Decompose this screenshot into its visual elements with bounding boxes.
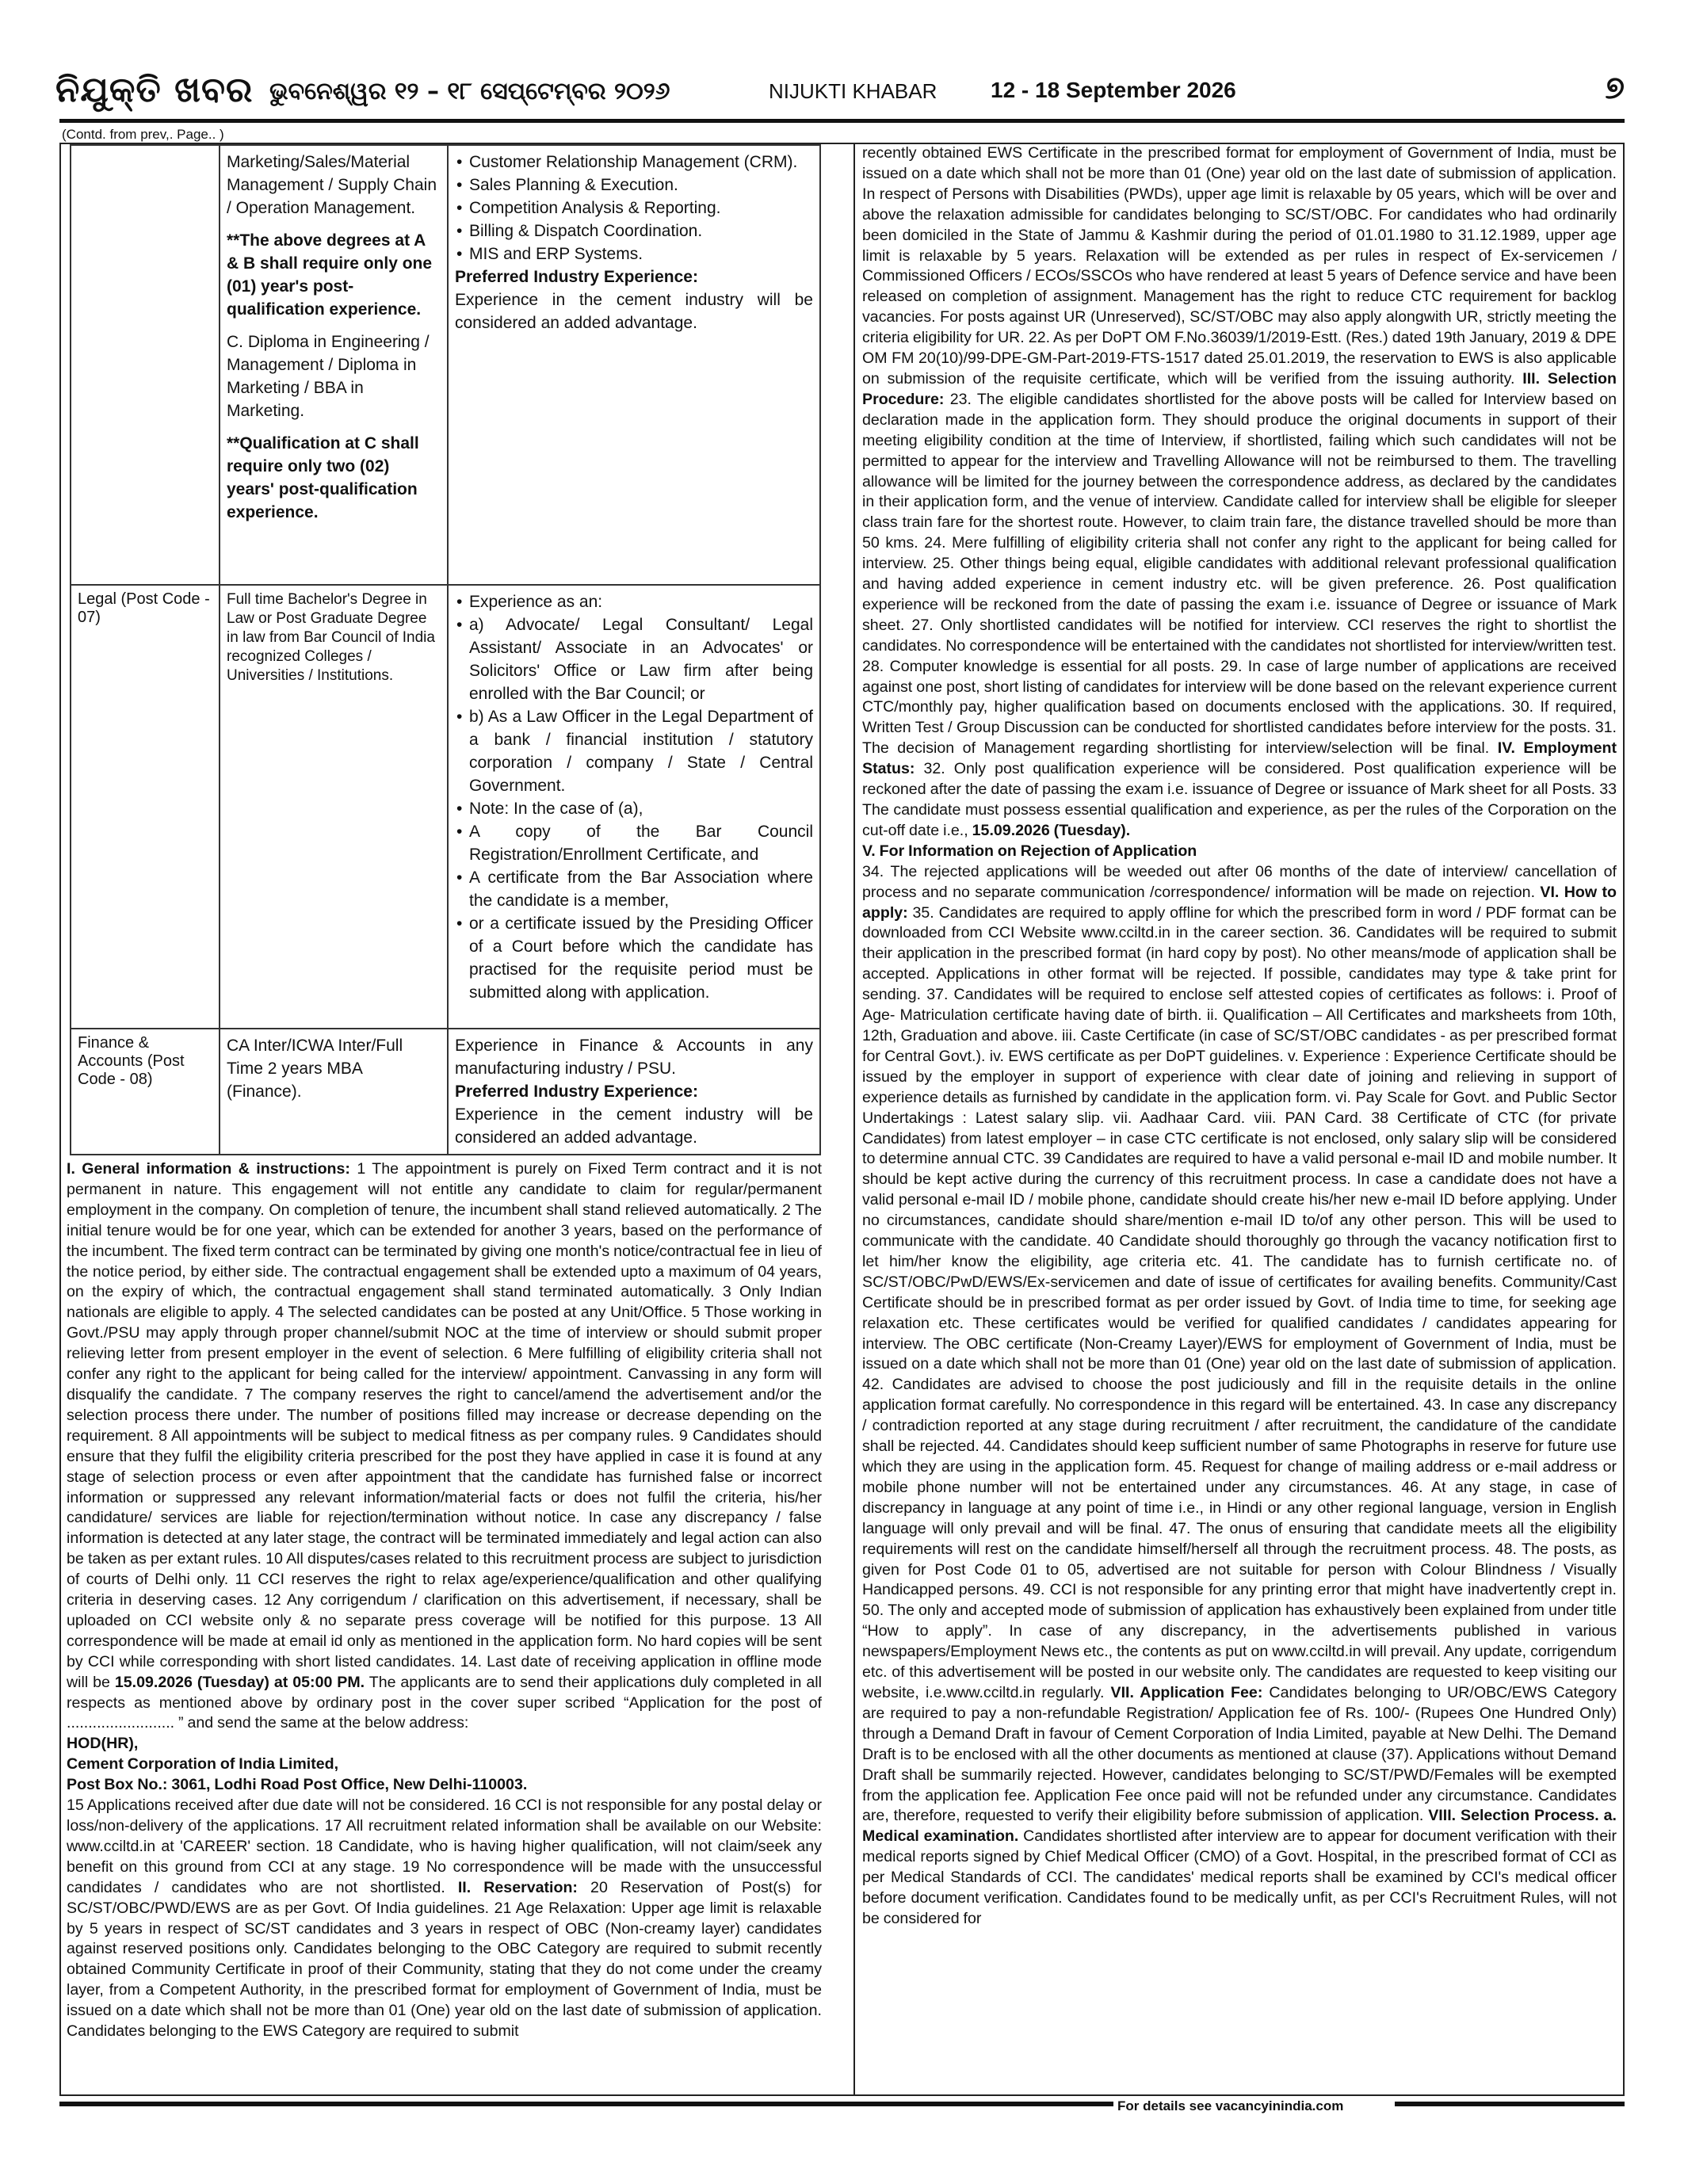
experience-cell xyxy=(448,145,820,585)
post-cell xyxy=(71,145,220,585)
table-row xyxy=(71,585,820,1029)
experience-cell xyxy=(448,1029,820,1155)
list-item: • or a certificate issued by the Presiding Officer of a Court before which the candidate has practised for the requisite period must be submitted along with application. xyxy=(455,912,813,1004)
qualification-cell xyxy=(220,145,448,585)
page-number: ୭ xyxy=(1605,70,1625,106)
eligibility-table xyxy=(70,144,821,1155)
list-item: • Customer Relationship Management (CRM). xyxy=(455,151,813,174)
masthead: ନିଯୁକ୍ତି ଖବର xyxy=(55,70,254,110)
list-item: • a) Advocate/ Legal Consultant/ Legal Assistant/ Associate in an Advocates' or Solicitors' Office or Law firm after being enrolled with the Bar Council; or xyxy=(455,613,813,705)
paragraph: Candidates shortlisted after interview are to appear for document verification with their medical reports signed by Chief Medical Officer (CMO) of a Govt. Hospital, in the prescribed format of CCI as per Medical Standards of CCI. The candidates' medical reports shall be examined by CCI's medical officer before document verification. Candidates found to be medically unfit, as per CCI's Recruitment Rules, will not be considered for xyxy=(862,1827,1617,1927)
table-row xyxy=(71,145,820,585)
qualification-text: Marketing/Sales/Material Management / Supply Chain / Operation Management. xyxy=(227,153,437,217)
list-item: • b) As a Law Officer in the Legal Department of a bank / financial institution / statutory corporation / company / State / Central Government. xyxy=(455,705,813,797)
paragraph: The applicants are to send their applications duly completed in all respects as mentioned above by ordinary post in the cover super scribed “Application for the post of ......................... ” and send the same at the below address: xyxy=(67,1673,822,1732)
odia-date: ଭୁବନେଶ୍ୱର ୧୨ – ୧୮ ସେପ୍ଟେମ୍ବର ୨୦୨୬ xyxy=(269,78,670,105)
list-item: • A copy of the Bar Council Registration/Enrollment Certificate, and xyxy=(455,820,813,866)
section-heading: V. For Information on Rejection of Application xyxy=(862,842,1197,860)
paper-name: NIJUKTI KHABAR xyxy=(769,79,937,103)
paragraph: 1 The appointment is purely on Fixed Term contract and it is not permanent in nature. This engagement will not entitle any candidate to claim for regular/permanent employment in the company. On completion of tenure, the incumbent shall stand relieved automatically. 2 The initial tenure would be for one year, which can be extended for another 3 years, based on the performance of the incumbent. The fixed term contract can be terminated by giving one month's notice/contractual fee in lieu of the notice period, by either side. The contractual engagement shall be extended upto a maximum of 04 years, on the expiry of which, the contractual engagement shall stand terminated automatically. 3 Only Indian nationals are eligible to apply. 4 The selected candidates can be posted at any Unit/Office. 5 Those working in Govt./PSU may apply through proper channel/submit NOC at the time of interview or should submit proper relieving letter from present employer in the event of selection. 6 Mere fulfilling of eligibility criteria shall not confer any right to the applicant for being called for the interview/ appointment. Canvassing in any form will disqualify the candidate. 7 The company reserves the right to cancel/amend the advertisement and/or the selection process there under. The number of positions filled may increase or decrease depending on the requirement. 8 All appointments will be subject to medical fitness as per company rules. 9 Candidates should ensure that they fulfil the eligibility criteria prescribed for the post they have applied in case it is found at any stage of selection process or even after appointment that the candidate has furnished false or incorrect information or suppressed any relevant information/material facts or does not fulfil the criteria, his/her candidature/ services are liable for rejection/termination without notice. In case any discrepancy / false information is detected at any later stage, the contract will be terminated immediately and legal action can also be taken as per extant rules. 10 All disputes/cases related to this recruitment process are subject to jurisdiction of courts of Delhi only. 11 CCI reserves the right to relax age/experience/qualification and other qualifying criteria in deserving cases. 12 Any corrigendum / clarification on this advertisement, if necessary, shall be uploaded on CCI website only & no separate press coverage will be notified for this purpose. 13 All correspondence will be made at email id only as mentioned in the application form. No hard copies will be sent by CCI while corresponding with short listed candidates. 14. Last date of receiving application in offline mode will be xyxy=(67,1160,822,1691)
address-line: HOD(HR), xyxy=(67,1735,139,1753)
header-rule xyxy=(59,119,1625,123)
right-text-column xyxy=(862,143,1617,2095)
address-line: Post Box No.: 3061, Lodhi Road Post Office, New Delhi-110003. xyxy=(67,1776,528,1794)
preferred-label: Preferred Industry Experience: xyxy=(455,268,698,286)
paragraph: 32. Only post qualification experience will be considered. Post qualification experience will be reckoned after the date of passing the exam i.e. issuance of Degree or issuance of Mark sheet for all Posts. 33 The candidate must possess essential qualification and experience, as per the rules of the Corporation on the cut-off date i.e., xyxy=(862,760,1617,839)
qualification-note: **The above degrees at A & B shall require only one (01) year's post-qualification experience. xyxy=(227,231,433,319)
list-item: • MIS and ERP Systems. xyxy=(455,242,813,265)
table-row xyxy=(71,1029,820,1155)
section-heading: I. General information & instructions: xyxy=(67,1160,350,1178)
list-item: • Experience as an: xyxy=(455,590,813,613)
paragraph: 34. The rejected applications will be weeded out after 06 months of the date of interview/ cancellation of process and no separate communication /correspondence/ information will be made on rejection. xyxy=(862,862,1617,901)
footer-note: For details see vacancyinindia.com xyxy=(1117,2098,1344,2113)
list-item: • Competition Analysis & Reporting. xyxy=(455,197,813,220)
experience-text: Experience in Finance & Accounts in any manufacturing industry / PSU. xyxy=(455,1037,813,1078)
section-heading: IV. Employment Status: xyxy=(862,739,1617,778)
continued-note: (Contd. from prev,. Page.. ) xyxy=(62,127,224,142)
qualification-text: C. Diploma in Engineering / Management / Diploma in Marketing / BBA in Marketing. xyxy=(227,333,430,420)
list-item: • A certificate from the Bar Association where the candidate is a member, xyxy=(455,866,813,912)
qualification-cell: CA Inter/ICWA Inter/Full Time 2 years MBA (Finance). xyxy=(220,1029,448,1155)
post-cell: Legal (Post Code - 07) xyxy=(71,585,220,1029)
post-cell: Finance & Accounts (Post Code - 08) xyxy=(71,1029,220,1155)
preferred-text: Experience in the cement industry will be considered an added advantage. xyxy=(455,291,813,332)
section-heading: VI. How to apply: xyxy=(862,883,1617,922)
paragraph: 20 Reservation of Post(s) for SC/ST/OBC/PWD/EWS are as per Govt. Of India guidelines. 21 Age Relaxation: Upper age limit is relaxable by 5 years in respect of SC/ST candidates and 3 years in respect of OBC (Non-creamy layer) candidates against reserved positions only. Candidates belonging to the OBC Category are required to submit recently obtained Community Certificate in proof of their Community, stating that they do not come under the creamy layer, from a Competent Authority, in the prescribed format for employment of Government of India, must be issued on a date which shall not be more than 01 (One) year old on the last date of submission of application. Candidates belonging to the EWS Category are required to submit xyxy=(67,1878,822,2041)
qualification-cell: Full time Bachelor's Degree in Law or Post Graduate Degree in law from Bar Council of India recognized Colleges / Universities / Institutions. xyxy=(220,585,448,1029)
left-text-column xyxy=(67,1159,822,2090)
experience-cell xyxy=(448,585,820,1029)
section-heading: VIII. Selection Process. a. Medical examination. xyxy=(862,1807,1617,1846)
deadline: 15.09.2026 (Tuesday) at 05:00 PM. xyxy=(114,1673,365,1691)
section-heading: II. Reservation: xyxy=(457,1878,578,1896)
section-heading: III. Selection Procedure: xyxy=(862,369,1617,408)
paragraph: Candidates belonging to UR/OBC/EWS Category are required to pay a non-refundable Registration/ Application fee of Rs. 100/- (Rupees One Hundred Only) through a Demand Draft in favour of Cement Corporation of India Limited, payable at New Delhi. The Demand Draft is to be enclosed with all the other documents as mentioned at clause (37). Applications without Demand Draft shall be summarily rejected. However, candidates belonging to SC/ST/PWD/Females will be exempted from the application fee. Application Fee once paid will not be refunded under any circumstance. Candidates are, therefore, requested to verify their eligibility before submission of application. xyxy=(862,1683,1617,1825)
paragraph: 15 Applications received after due date will not be considered. 16 CCI is not responsible for any postal delay or loss/non-delivery of the applications. 17 All recruitment related information shall be available on our Website: www.cciltd.in at 'CAREER' section. 18 Candidate, who is having higher qualification, will not claim/seek any benefit on this ground from CCI at any stage. 19 No correspondence will be made with the unsuccessful candidates / candidates who are not shortlisted. xyxy=(67,1796,822,1896)
paragraph: 35. Candidates are required to apply offline for which the prescribed form in word / PDF format can be downloaded from CCI Website www.cciltd.in in the career section. 36. Candidates will be required to submit their application in the prescribed format (in hard copy by post). No other means/mode of application shall be accepted. Applications in other format will be rejected. If possible, candidates may type & take print for sending. 37. Candidates will be required to enclose self attested copies of certificates as follows: i. Proof of Age- Matriculation certificate having date of birth. ii. Qualification – All Certificates and marksheets from 10th, 12th, Graduation and above. iii. Caste Certificate (in case of SC/ST/OBC candidates - as per prescribed format for Central Govt.). iv. EWS certificate as per DoPT guidelines. v. Experience : Experience Certificate should be issued by the employer in support of experience with clear date of joining and relieving in support of experience details as furnished by candidate in the application form. vi. Pay Scale for Govt. and Public Sector Undertakings : Latest salary slip. vii. Aadhaar Card. viii. PAN Card. 38 Certificate of CTC (for private Candidates) from latest employer – in case CTC certificate is not enclosed, only salary slip will be considered to determine annual CTC. 39 Candidates are required to have a valid personal e-mail ID and mobile number. It should be kept active during the currency of this recruitment process. In case a candidate does not have a valid personal e-mail ID / mobile phone, candidate should create his/her new e-mail ID before applying. Under no circumstances, candidate should share/mention e-mail ID to/of any other person. This will be used to communicate with the candidate. 40 Candidate should thoroughly go through the vacancy notification first to let him/her know the eligibility, age criteria etc. 41. The candidate has to furnish certificate no. of SC/ST/OBC/PwD/EWS/Ex-servicemen and date of issue of certificates for availing benefits. Community/Cast Certificate should be in prescribed format as per order issued by Govt. of India time to time, for seeking age relaxation etc. These certificates would be verified for qualified candidates / candidates appearing for interview. The OBC certificate (Non-Creamy Layer)/EWS for employment of Government of India, must be issued on a date which shall not be more than 01 (One) year old on the last date of submission of application. 42. Candidates are advised to choose the post judiciously and fill in the requisite details in the online application format carefully. No correspondence in this regard will be entertained. 43. In case any discrepancy / contradiction reported at any stage during recruitment / after recruitment, the candidature of the candidate shall be rejected. 44. Candidates should keep sufficient number of same Photographs in reserve for future use which they are using in the application form. 45. Request for change of mailing address or e-mail address or mobile phone number will not be entertained under any circumstances. 46. At any stage, in case of discrepancy in language at any point of time i.e., in Hindi or any other regional language, version in English language will only prevail and will be final. 47. The onus of ensuring that candidate meets all the eligibility requirements will rest on the candidate himself/herself all through the recruitment process. 48. The posts, as given for Post Code 01 to 05, advertised are not suitable for person with Colour Blindness / Visually Handicapped persons. 49. CCI is not responsible for any printing error that might have inadvertently crept in. 50. The only and accepted mode of submission of application has exhaustively been explained from under title “How to apply”. In case of any discrepancy, in the advertisements published in various newspapers/Employment News etc., the contents as put on www.cciltd.in will prevail. Any update, corrigendum etc. of this advertisement will be posted in our website only. The candidates are requested to keep visiting our website, i.e.www.cciltd.in regularly. xyxy=(862,903,1617,1701)
paragraph: recently obtained EWS Certificate in the prescribed format for employment of Government of India, must be issued on a date which shall not be more than 01 (One) year old on the last date of submission of application. In respect of Persons with Disabilities (PWDs), upper age limit is relaxable by 05 years, which will be over and above the relaxation admissible for candidates belonging to SC/ST/OBC. For candidates who had ordinarily been domiciled in the State of Jammu & Kashmir during the period of 01.01.1980 to 31.12.1989, upper age limit is relaxable by 5 years. Relaxation will be extended as per rules in respect of Ex-servicemen / Commissioned Officers / ECOs/SSCOs who have rendered at least 5 years of Defence service and have been released on completion of assignment. Management has the right to reduce CTC requirement for backlog vacancies. For posts against UR (Unreserved), SC/ST/OBC may also apply alongwith UR, strictly meeting the criteria eligibility for UR. 22. As per DoPT OM F.No.36039/1/2019-Estt. (Res.) dated 19th January, 2019 & DPE OM FM 20(10)/99-DPE-GM-Part-2019-FTS-1517 dated 25.01.2019, the reservation to EWS is also applicable on submission of the requisite certificate, which will be verified from the issuing authority. xyxy=(862,144,1617,388)
preferred-label: Preferred Industry Experience: xyxy=(455,1082,698,1101)
footer-rule xyxy=(1395,2102,1625,2106)
issue-date: 12 - 18 September 2026 xyxy=(991,78,1236,102)
footer-rule xyxy=(59,2102,1113,2106)
list-item: • Note: In the case of (a), xyxy=(455,797,813,820)
section-heading: VII. Application Fee: xyxy=(1110,1683,1263,1701)
preferred-text: Experience in the cement industry will be considered an added advantage. xyxy=(455,1105,813,1147)
page-header xyxy=(55,70,1632,117)
column-divider xyxy=(853,143,855,2096)
cutoff-date: 15.09.2026 (Tuesday). xyxy=(972,821,1131,839)
list-item: • Billing & Dispatch Coordination. xyxy=(455,220,813,242)
address-line: Cement Corporation of India Limited, xyxy=(67,1755,339,1774)
paragraph: 23. The eligible candidates shortlisted for the above posts will be called for Interview based on declaration made in the application form. They should produce the original documents in support of their meeting eligibility condition at the time of Interview, if shortlisted, failing which such candidates will not be permitted to appear for the interview and Travelling Allowance will not be reimbursed to them. The travelling allowance will be limited for the journey between the correspondence address, as declared by the candidates in their application form, and the venue of interview. Candidate called for interview shall be eligible for sleeper class train fare for the shortest route. However, to claim train fare, the distance travelled should be more than 50 kms. 24. Mere fulfilling of eligibility criteria shall not confer any right to the applicant for being called for interview. 25. Other things being equal, eligible candidates with additional relevant professional qualification and having added experience in cement industry etc. will be given preference. 26. Post qualification experience will be reckoned from the date of passing the exam i.e. issuance of Degree or issuance of Mark sheet. 27. Only shortlisted candidates will be notified for interview. CCI reserves the right to shortlist the candidates. No correspondence will be entertained with the candidates not shortlisted for interview/written test. 28. Computer knowledge is essential for all posts. 29. In case of large number of applications are received against one post, short listing of candidates for interview will be done based on the relevant experience current CTC/monthly pay, higher qualification based on documents enclosed with the applications. 30. If required, Written Test / Group Discussion can be conducted for shortlisted candidates before interview for the posts. 31. The decision of Management regarding shortlisting for interview/selection will be final. xyxy=(862,390,1617,758)
qualification-note: **Qualification at C shall require only two (02) years' post-qualification experience. xyxy=(227,434,419,521)
list-item: • Sales Planning & Execution. xyxy=(455,174,813,197)
